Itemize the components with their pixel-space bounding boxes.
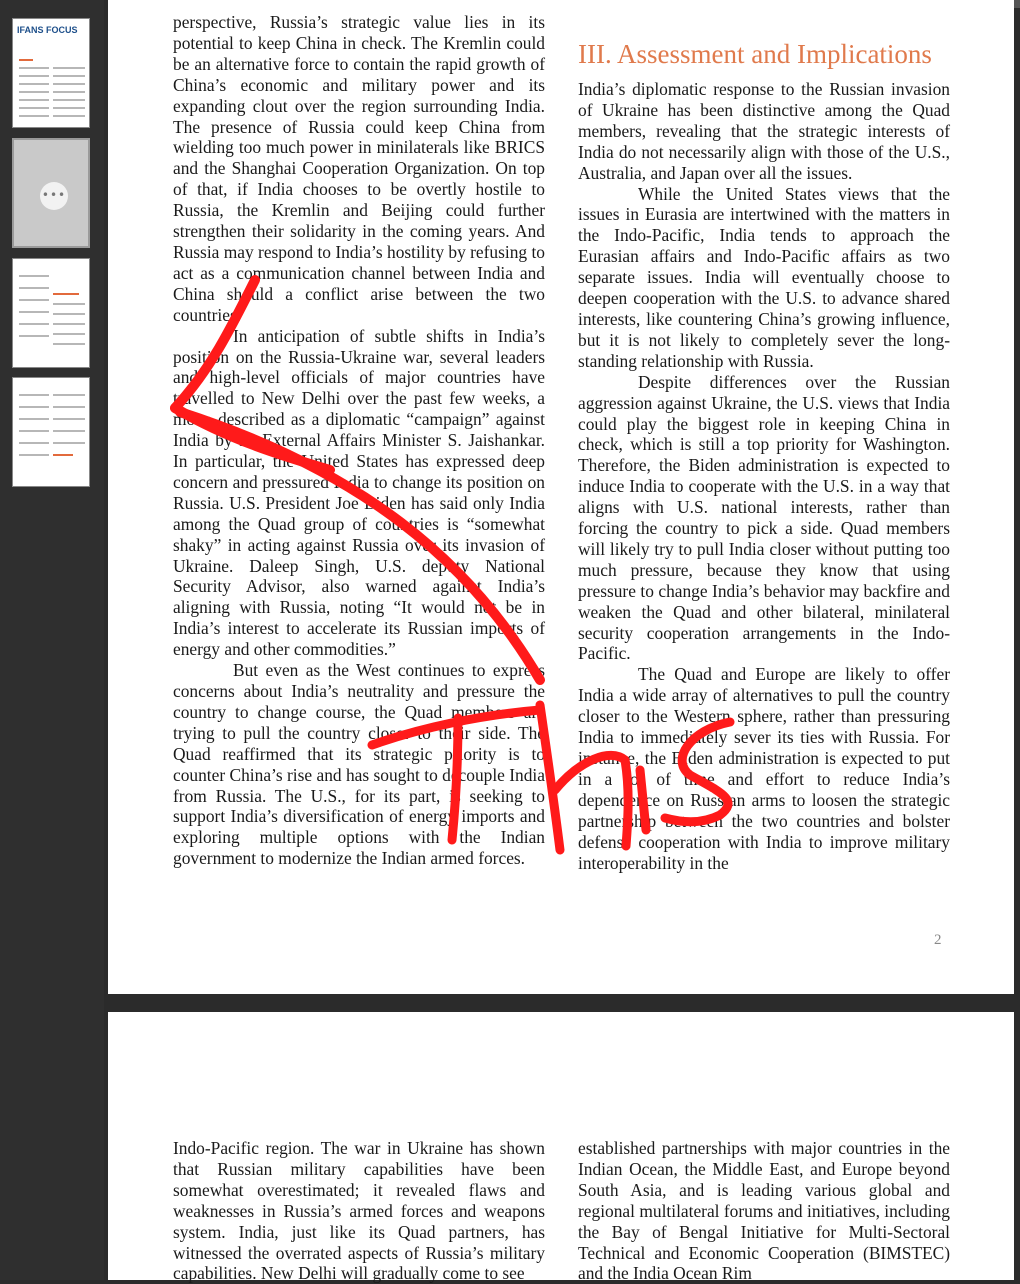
paragraph: In anticipation of subtle shifts in India’s position on the Russia-Ukraine war, several leaders and high-level officials of major countries have travelled to New Delhi over the past few weeks, a move described as a diplomatic “campaign” against India by its External Affairs Minister S. Jaishankar. In particular, the United States has expressed deep concern and pressured India to change its position on Russia. U.S. President Joe Biden has said only India among the Quad group of countries is “somewhat shaky” in acting against Russia over its invasion of Ukraine. Daleep Singh, U.S. deputy National Security Advisor, also warned against India’s aligning with Russia, noting “It would not be in India’s interest to accelerate its Russian imports of energy and other commodities.” [173,325,545,660]
paragraph: Indo-Pacific region. The war in Ukraine has shown that Russian military capabilities have been somewhat overestimated; it revealed flaws and weaknesses in Russia’s armed forces and weapons system. India, just like its Quad partners, has witnessed the overrated aspects of Russia’s military capabilities. New Delhi will gradually come to see [173,1138,545,1284]
page-number: 2 [934,932,942,948]
page-thumbnail-4[interactable] [12,377,90,487]
thumbnail-sidebar [0,0,104,1280]
left-column [173,12,545,869]
paragraph: Despite differences over the Russian aggression against Ukraine, the U.S. views that India could play the biggest role in keeping China in check, which is still a top priority for Washington. Therefore, the Biden administration is expected to induce India to cooperate with the U.S. in a way that aligns with U.S. national interests, rather than forcing the country to pick a side. Quad members will likely try to pull India closer without putting too much pressure, because they know that using pressure to change India’s behavior may backfire and weaken the Quad and other bilateral, minilateral security cooperation arrangements in the Indo-Pacific. [578,371,950,664]
document-page-3 [108,1012,1014,1284]
more-options-button[interactable]: ••• [40,182,68,210]
page-thumbnail-2[interactable] [12,138,90,248]
paragraph: perspective, Russia’s strategic value lies in its potential to keep China in check. The Kremlin could be an alternative force to contain the rapid growth of China’s economic and military power and its expanding clout over the region surrounding India. The presence of Russia could keep China from wielding too much power in minilaterals like BRICS and the Shanghai Cooperation Organization. On top of that, if India chooses to be overtly hostile to Russia, the Kremlin and Beijing could further strengthen their solidarity in the coming years. And Russia may respond to India’s hostility by refusing to act as a communication channel between India and China should a conflict arise between the two countries. [173,12,545,325]
section-heading: III. Assessment and Implications [578,39,932,69]
right-column [578,38,950,873]
page-thumbnail-1[interactable] [12,18,90,128]
paragraph: But even as the West continues to express concerns about India’s neutrality and pressure the country to change course, the Quad members are trying to pull the country closer to their side. The Quad reaffirmed that its strategic priority is to counter China’s rise and has sought to decouple India from Russia. The U.S., for its part, is seeking to support India’s diversification of energy imports and exploring multiple options with the Indian government to modernize the Indian armed forces. [173,660,545,869]
right-column [578,1138,950,1284]
left-column [173,1138,545,1284]
thumbnail-logo: IFANS FOCUS [17,25,78,35]
page-thumbnail-3[interactable] [12,258,90,368]
paragraph: India’s diplomatic response to the Russian invasion of Ukraine has been distinctive among the Quad members, revealing that the strategic interests of India do not necessarily align with those of the U.S., Australia, and Japan over all the issues. [578,79,950,183]
document-page-2 [108,0,1014,994]
paragraph: The Quad and Europe are likely to offer India a wide array of alternatives to pull the country closer to the Western sphere, rather than pressuring India to immediately sever its ties with Russia. For instance, the Biden administration is expected to put in a lot of time and effort to reduce India’s dependence on Russian arms to loosen the strategic partnership between the two countries and bolster defense cooperation with India to improve military interoperability in the [578,664,950,873]
paragraph: established partnerships with major countries in the Indian Ocean, the Middle East, and Europe beyond South Asia, and is leading various global and regional multilateral forums and initiatives, including the Bay of Bengal Initiative for Multi-Sectoral Technical and Economic Cooperation (BIMSTEC) and the India Ocean Rim [578,1138,950,1284]
paragraph: While the United States views that the issues in Eurasia are intertwined with the matters in the Indo-Pacific, India tends to approach the Eurasian affairs and Indo-Pacific affairs as two separate issues. India will eventually choose to deepen cooperation with the U.S. to advance shared interests, like countering China’s growing influence, but it is not likely to completely sever the long-standing relationship with Russia. [578,183,950,371]
